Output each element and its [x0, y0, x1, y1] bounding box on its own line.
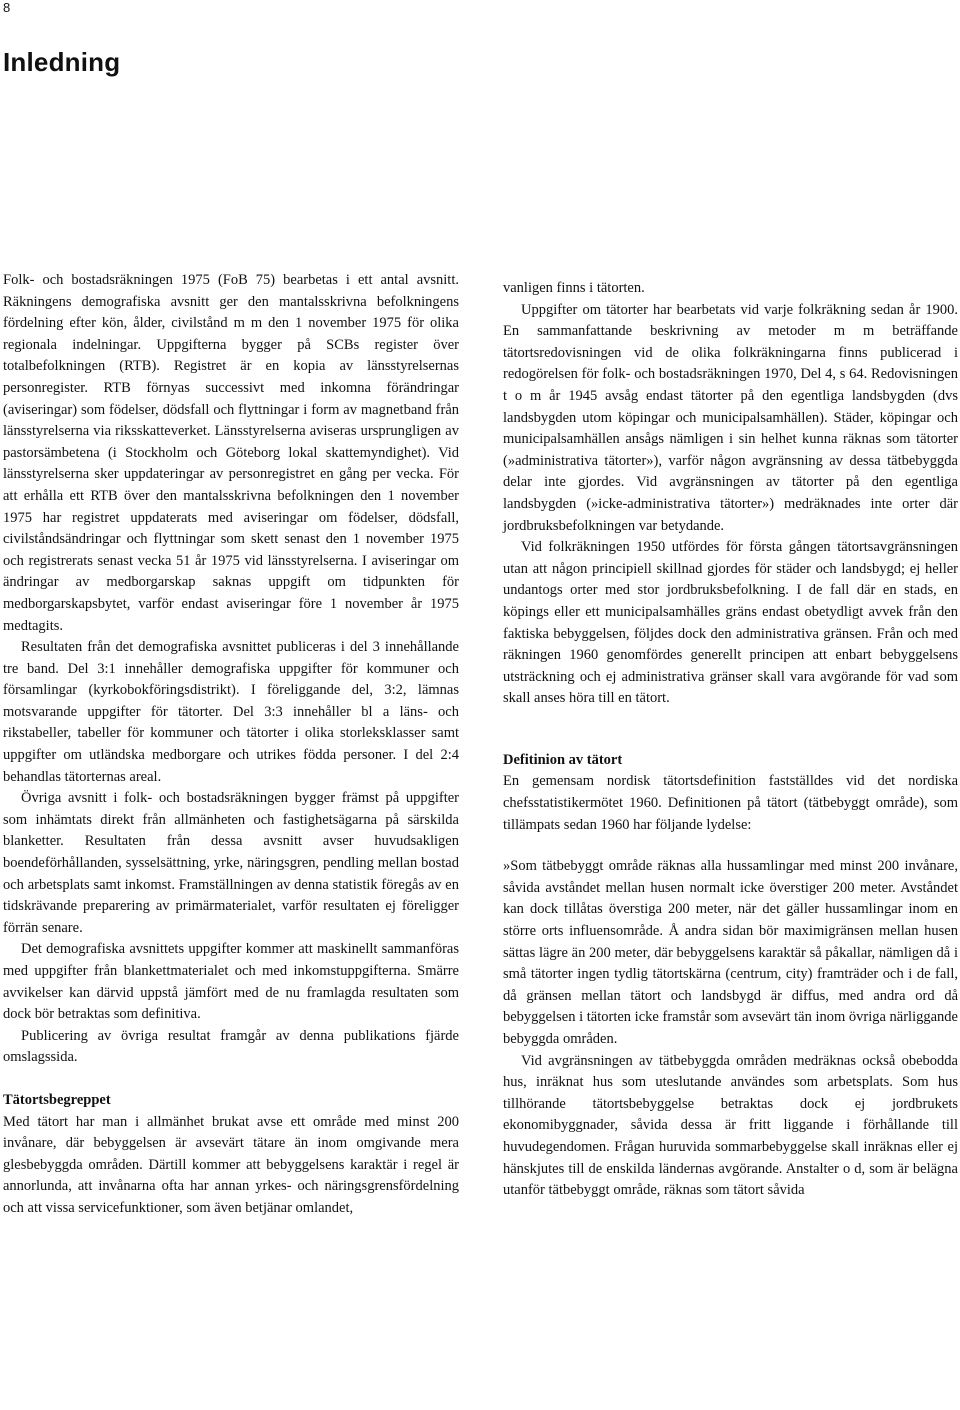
body-paragraph: Det demografiska avsnittets uppgifter kommer att maskinellt sammanföras med uppgifter från blankettmaterialet och med inkomstuppgifterna. Smärre avvikelser kan därvid uppstå jämfört med de nu framlagda resultaten som dock bör betraktas som definitiva.: [3, 941, 459, 1023]
body-paragraph: Resultaten från det demografiska avsnittet publiceras i del 3 innehållande tre band. Del 3:1 innehåller demografiska uppgifter för kommuner och församlingar (kyrkobokföringsdistrikt). I föreliggande del, 3:2, lämnas motsvarande uppgifter för tätorter. Del 3:3 innehåller bl a läns- och rikstabeller, tabeller för kommuner och tätorter i olika storleksklasser samt uppgifter om utländska medborgare och utrikes födda personer. I del 2:4 behandlas tätorternas areal.: [3, 639, 459, 785]
right-column: [503, 278, 958, 1202]
section-heading-tatortsbegreppet: Tätortsbegreppet: [3, 1091, 111, 1108]
definition-quote: »Som tätbebyggt område räknas alla hussamlingar med minst 200 invånare, såvida avståndet mellan husen normalt icke överstiger 200 meter. Avståndet kan dock tillåtas överstiga 200 meter, när det gäller hussamlingar inom en större orts influensområde. Å andra sidan bör maximigränsen mellan husen sättas lägre än 200 meter, där bebyggelsens karaktär så påkallar, nämligen då i små tätorter ingen tydlig tätortskärna (centrum, city) framträder och i de fall, då gränsen mellan tätort och landsbygd är diffus, med andra ord då bebyggelsen i tätorten icke framstår som avsevärt tän inom övriga närliggande bebyggda områden.: [503, 858, 958, 1047]
body-paragraph: Med tätort har man i allmänhet brukat avse ett område med minst 200 invånare, där bebyggelsen är avsevärt tätare än inom omgivande mera glesbebyggda områden. Därtill kommer att bebyggelsens karaktär i regel är annorlunda, att invånarna ofta har annan yrkes- och näringsgrensfördelning och att vissa servicefunktioner, som även betjänar omlandet,: [3, 1113, 459, 1216]
body-paragraph: vanligen finns i tätorten.: [503, 280, 645, 296]
body-paragraph: Övriga avsnitt i folk- och bostadsräkningen bygger främst på uppgifter som inhämtats direkt från allmänheten och fastighetsägarna på särskilda blanketter. Resultaten från dessa avsnitt avser huvudsakligen boendeförhållanden, sysselsättning, yrke, näringsgren, pendling mellan bostad och arbetsplats samt inkomst. Framställningen av denna statistik föregås av en tidskrävande preparering av primärmaterialet, varför resultaten ej föreligger förrän senare.: [3, 790, 459, 936]
page-title: Inledning: [3, 47, 121, 77]
section-heading-definition: Defitinion av tätort: [503, 751, 623, 768]
body-paragraph: Publicering av övriga resultat framgår av denna publikations fjärde omslagssida.: [3, 1027, 459, 1066]
body-paragraph: Uppgifter om tätorter har bearbetats vid varje folkräkning sedan år 1900. En sammanfattande beskrivning av metoder m m beträffande tätortsredovisningen vid de olika folkräkningarna finns publicerad i redogörelsen för folk- och bostadsräkningen 1970, Del 4, s 64. Redovisningen t o m år 1945 avsåg endast tätorter på den egentliga landsbygden (dvs landsbygden utom köpingar och municipalsamhällen). Städer, köpingar och municipalsamhällen ansågs nämligen i sin helhet kunna räknas som tätorter (»administrativa tätorter»), varför någon avgränsning av dessa tätbebyggda delar inte gjordes. Vid avgränsningen av tätorter på den egentliga landsbygden (»icke-administrativa tätorter») medräknades inte orter där jordbruksbefolkningen var betydande.: [503, 301, 958, 534]
left-column: [3, 270, 459, 1220]
body-paragraph: Vid avgränsningen av tätbebyggda områden medräknas också obebodda hus, inräknat hus som uteslutande användes som arbetsplats. Som hus tillhörande tätortsbebyggelse betraktas dock ej jordbrukets ekonomibyggnader, såvida dessa är fritt liggande i förhållande till huvudegendomen. Frågan huruvida sommarbebyggelse skall inräknas eller ej hänskjutes till de enskilda ländernas avgörande. Anstalter o d, som är belägna utanför tätbebyggt område, räknas som tätort såvida: [503, 1052, 958, 1199]
body-paragraph: En gemensam nordisk tätortsdefinition fastställdes vid det nordiska chefsstatistikermötet 1960. Definitionen på tätort (tätbebyggt område), som tillämpats sedan 1960 har följande lydelse:: [503, 773, 958, 833]
body-paragraph: Vid folkräkningen 1950 utfördes för första gången tätortsavgränsningen utan att någon principiell skillnad gjordes för städer och landsbygd; ej heller undantogs orter med stor jordbruksbefolkning. I de fall där en stads, en köpings eller ett municipalsamhälles gräns endast obetydligt avvek från den faktiska bebyggelsen, följdes dock den administrativa gränsen. Från och med räkningen 1960 genomfördes generellt principen att enbart bebyggelsens utsträckning och ej administrativa gränser skall vara avgörande för vad som skall anses höra till en tätort.: [503, 539, 958, 707]
body-paragraph: Folk- och bostadsräkningen 1975 (FoB 75) bearbetas i ett antal avsnitt. Räkningens demografiska avsnitt ger den mantalsskrivna befolkningens fördelning efter kön, ålder, civilstånd m m den 1 november 1975 för olika regionala indelningar. Uppgifterna bygger på SCBs register över totalbefolkningen (RTB). Registret är en kopia av länsstyrelsernas personregister. RTB förnyas successivt med inkomna förändringar (aviseringar) som födelser, dödsfall och flyttningar i form av magnetband från länsstyrelserna via riksskatteverket. Länsstyrelserna aviseras ursprungligen av pastorsämbetena (i Stockholm och Göteborg lokal skattemyndighet). Vid länsstyrelserna sker uppdateringar av personregistret en gång per vecka. För att erhålla ett RTB över den mantalsskrivna befolkningen den 1 november 1975 har registret uppdaterats med aviseringar om födelser, dödsfall, civilståndsändringar och flyttningar som skett senast den 1 november 1975 och registrerats senast vecka 51 år 1975 vid länsstyrelserna. I aviseringar om ändringar av medborgarskap saknas uppgift om tidpunkten för medborgarskapsbytet, varför endast aviseringar före 1 november år 1975 medtagits.: [3, 272, 459, 634]
page-number: 8: [3, 0, 11, 15]
